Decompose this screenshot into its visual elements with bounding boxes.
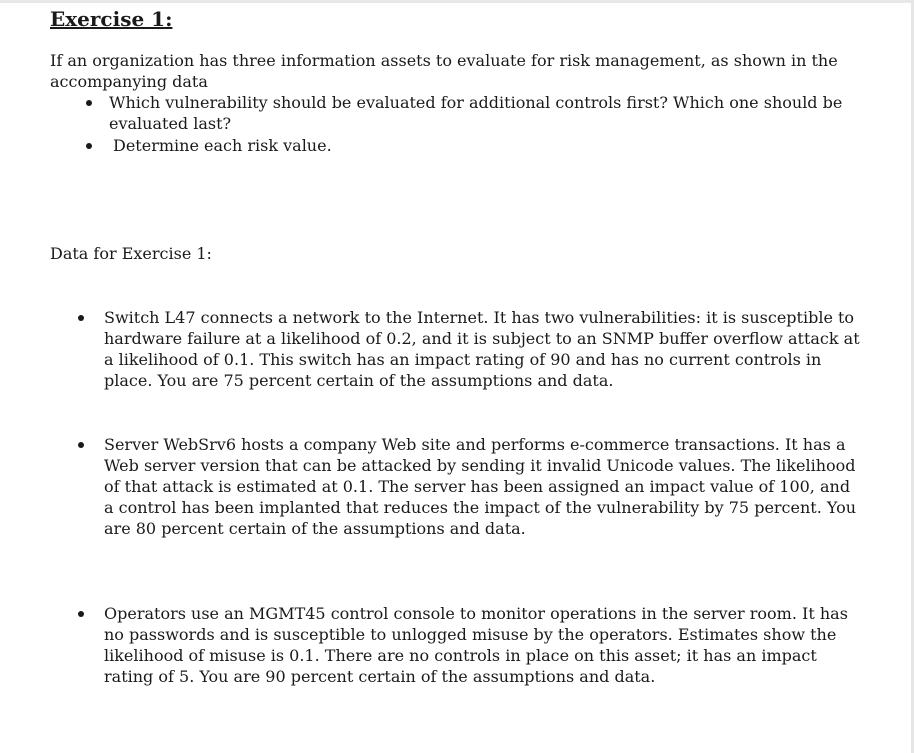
asset-item-switch <box>50 307 860 391</box>
question-text: Determine each risk value. <box>113 136 332 155</box>
intro-paragraph: If an organization has three information assets to evaluate for risk management, as shown in the accompanying data <box>50 51 838 91</box>
asset-list <box>50 307 860 687</box>
asset-description: Server WebSrv6 hosts a company Web site and performs e-commerce transactions. It has a Web server version that can be attacked by sending it invalid Unicode values. The likelihood of that attack is estimated at 0.1. The server has been assigned an impact value of 100, and a control has been implanted that reduces the impact of the vulnerability by 75 percent. You are 80 percent certain of the assumptions and data. <box>104 435 856 538</box>
question-list <box>50 92 860 156</box>
page-top-border <box>0 0 914 3</box>
asset-description: Switch L47 connects a network to the Internet. It has two vulnerabilities: it is susceptible to hardware failure at a likelihood of 0.2, and it is subject to an SNMP buffer overflow attack at a likelihood of 0.1. This switch has an impact rating of 90 and has no current controls in place. You are 75 percent certain of the assumptions and data. <box>104 308 860 390</box>
asset-item-console <box>50 603 860 687</box>
bullet-icon <box>86 143 92 149</box>
question-text: Which vulnerability should be evaluated for additional controls first? Which one should be evaluated last? <box>109 93 843 133</box>
document-page <box>50 6 860 687</box>
data-section-label: Data for Exercise 1: <box>50 244 212 263</box>
bullet-icon <box>78 442 84 448</box>
question-item <box>50 92 860 134</box>
question-item <box>50 135 860 156</box>
asset-item-server <box>50 434 860 539</box>
bullet-icon <box>78 611 84 617</box>
asset-description: Operators use an MGMT45 control console to monitor operations in the server room. It has no passwords and is susceptible to unlogged misuse by the operators. Estimates show the likelihood of misuse is 0.1. There are no controls in place on this asset; it has an impact rating of 5. You are 90 percent certain of the assumptions and data. <box>104 604 848 686</box>
bullet-icon <box>78 315 84 321</box>
bullet-icon <box>86 100 92 106</box>
exercise-heading: Exercise 1: <box>50 7 173 31</box>
